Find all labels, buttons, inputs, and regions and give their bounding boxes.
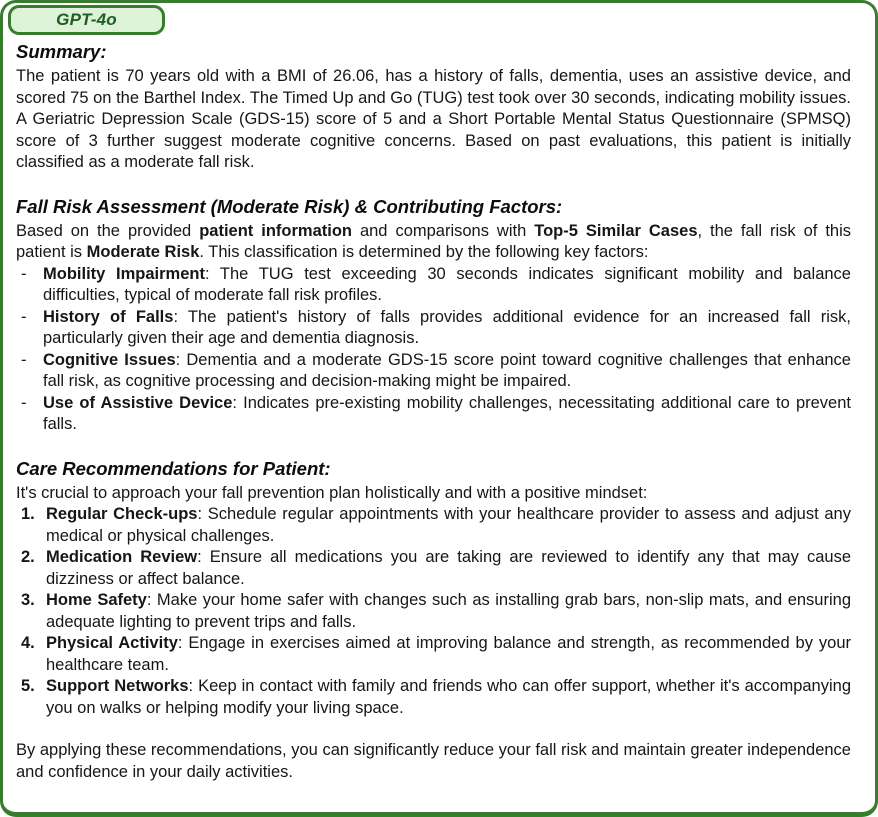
dash-marker: - (21, 264, 27, 283)
recommendation-item (16, 547, 851, 590)
summary-paragraph: The patient is 70 years old with a BMI of 26.06, has a history of falls, dementia, uses an assistive device, and scored 75 on the Barthel Index. The Timed Up and Go (TUG) test took over 30 seconds, indicating mobility issues. A Geriatric Depression Scale (GDS-15) score of 5 and a Short Portable Mental Status Questionnaire (SPMSQ) score of 3 further suggest moderate cognitive concerns. Based on past evaluations, this patient is initially classified as a moderate fall risk. (16, 67, 851, 171)
recommendation-text (46, 504, 851, 547)
dash-marker: - (21, 307, 27, 326)
model-badge (8, 5, 165, 35)
recommendation-body: : Keep in contact with family and friends who can offer support, whether it's accompanying you on walks or helping modify your living space. (46, 677, 851, 717)
number-marker: 1. (21, 505, 35, 523)
recommendation-label: Support Networks (46, 677, 189, 695)
factor-text (43, 393, 851, 436)
care-recommendations-list (16, 504, 851, 719)
contributing-factors-list (16, 264, 851, 436)
assessment-intro: Based on the provided patient information and comparisons with Top-5 Similar Cases, the fall risk of this patient is Moderate Risk. This classification is determined by the following key factors: (16, 221, 851, 261)
number-marker: 4. (21, 634, 35, 652)
recommendation-item (16, 504, 851, 547)
factor-text (43, 307, 851, 350)
assessment-heading: Fall Risk Assessment (Moderate Risk) & Contributing Factors: (16, 195, 563, 217)
recommendation-item (16, 633, 851, 676)
summary-heading: Summary: (16, 41, 107, 62)
number-marker: 5. (21, 677, 35, 695)
factor-body: : The TUG test exceeding 30 seconds indicates significant mobility and balance difficulties, typical of moderate fall risk profiles. (43, 264, 851, 304)
recommendation-label: Physical Activity (46, 634, 178, 652)
factor-item (16, 307, 851, 350)
recommendation-text (46, 633, 851, 676)
number-marker: 3. (21, 591, 35, 609)
factor-label: Mobility Impairment (43, 264, 205, 283)
factor-label: History of Falls (43, 307, 174, 326)
recommendation-label: Home Safety (46, 591, 147, 609)
factor-text (43, 264, 851, 307)
factor-body: : Indicates pre-existing mobility challenges, necessitating additional care to prevent falls. (43, 393, 851, 433)
factor-label: Cognitive Issues (43, 350, 176, 369)
factor-item (16, 264, 851, 307)
recommendation-body: : Engage in exercises aimed at improving balance and strength, as recommended by your healthcare team. (46, 634, 851, 674)
factor-item (16, 350, 851, 393)
model-badge-label: GPT-4o (56, 10, 117, 29)
factor-label: Use of Assistive Device (43, 393, 233, 412)
number-marker: 2. (21, 548, 35, 566)
recommendation-body: : Ensure all medications you are taking are reviewed to identify any that may cause dizziness or affect balance. (46, 548, 851, 588)
care-heading: Care Recommendations for Patient: (16, 457, 331, 479)
recommendation-label: Medication Review (46, 548, 198, 566)
recommendation-text (46, 590, 851, 633)
factor-body: : Dementia and a moderate GDS-15 score point toward cognitive challenges that enhance fall risk, as cognitive processing and decision-making might be impaired. (43, 350, 851, 390)
dash-marker: - (21, 393, 27, 412)
factor-body: : The patient's history of falls provides additional evidence for an increased fall risk, particularly given their age and dementia diagnosis. (43, 307, 851, 347)
closing-paragraph: By applying these recommendations, you can significantly reduce your fall risk and maintain greater independence and confidence in your daily activities. (16, 741, 851, 781)
factor-text (43, 350, 851, 393)
factor-item (16, 393, 851, 436)
recommendation-text (46, 547, 851, 590)
recommendation-body: : Schedule regular appointments with your healthcare provider to assess and adjust any medical or physical challenges. (46, 505, 851, 545)
recommendation-item (16, 590, 851, 633)
recommendation-body: : Make your home safer with changes such as installing grab bars, non-slip mats, and ensuring adequate lighting to prevent trips and falls. (46, 591, 852, 631)
recommendation-label: Regular Check-ups (46, 505, 198, 523)
dash-marker: - (21, 350, 27, 369)
recommendation-item (16, 676, 851, 719)
care-intro: It's crucial to approach your fall prevention plan holistically and with a positive mindset: (16, 483, 648, 502)
recommendation-text (46, 676, 851, 719)
